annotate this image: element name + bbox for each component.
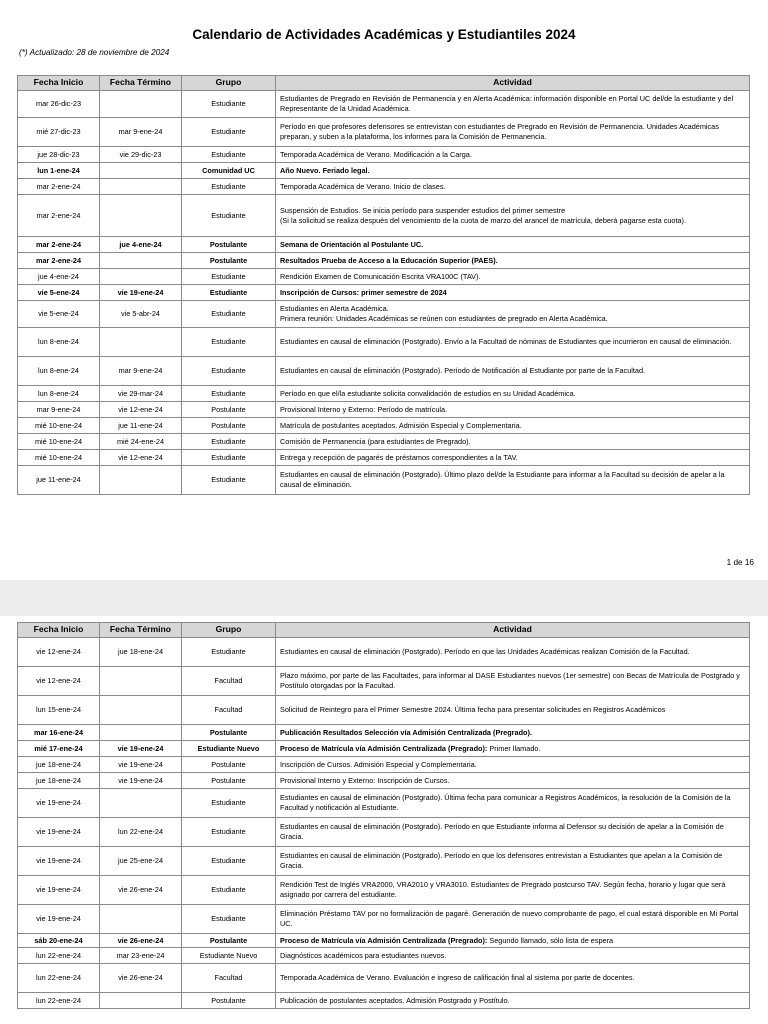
cell-fecha-termino: [100, 993, 182, 1009]
cell-fecha-termino: lun 22-ene-24: [100, 818, 182, 847]
header-fecha-termino: Fecha Término: [100, 623, 182, 638]
actividad-text: Estudiantes en causal de eliminación (Postgrado). Período en que Estudiante informa al Defensor su decisión de apelar a la Comisión de Gracia.: [280, 822, 724, 841]
cell-fecha-termino: mar 23-ene-24: [100, 948, 182, 964]
actividad-text: Solicitud de Reintegro para el Primer Semestre 2024. Última fecha para presentar solicitudes en Registros Académicos: [280, 705, 666, 715]
cell-fecha-termino: [100, 696, 182, 725]
actividad-text: Resultados Prueba de Acceso a la Educación Superior (PAES).: [280, 255, 498, 265]
cell-actividad: [276, 179, 750, 195]
cell-actividad: [276, 667, 750, 696]
cell-grupo: Postulante: [182, 237, 276, 253]
cell-grupo: Estudiante: [182, 905, 276, 934]
cell-fecha-inicio: jue 18-ene-24: [18, 773, 100, 789]
cell-actividad: [276, 357, 750, 386]
cell-fecha-termino: jue 11-ene-24: [100, 418, 182, 434]
cell-fecha-termino: vie 19-ene-24: [100, 773, 182, 789]
cell-fecha-termino: jue 25-ene-24: [100, 847, 182, 876]
cell-fecha-termino: vie 29-dic-23: [100, 147, 182, 163]
table-row: [18, 179, 750, 195]
cell-actividad: [276, 328, 750, 357]
cell-grupo: Estudiante: [182, 789, 276, 818]
table-row: [18, 237, 750, 253]
cell-fecha-inicio: jue 11-ene-24: [18, 466, 100, 495]
cell-actividad: [276, 195, 750, 237]
cell-actividad: [276, 934, 750, 948]
cell-actividad: [276, 757, 750, 773]
cell-grupo: Estudiante: [182, 179, 276, 195]
cell-grupo: Postulante: [182, 993, 276, 1009]
cell-fecha-termino: vie 12-ene-24: [100, 402, 182, 418]
actividad-text: Provisional Interno y Externo: Período de matrícula.: [280, 404, 448, 414]
cell-fecha-termino: [100, 195, 182, 237]
actividad-bold-text: Proceso de Matrícula vía Admisión Centralizada (Pregrado):: [280, 743, 488, 753]
cell-actividad: [276, 948, 750, 964]
cell-fecha-termino: [100, 91, 182, 118]
actividad-text: Matrícula de postulantes aceptados. Admisión Especial y Complementaria.: [280, 420, 522, 430]
cell-fecha-inicio: jue 4-ene-24: [18, 269, 100, 285]
actividad-text: Estudiantes en causal de eliminación (Postgrado). Envío a la Facultad de nóminas de Estudiantes que incurrieron en causal de eliminación.: [280, 337, 732, 347]
actividad-text: Primer llamado.: [487, 743, 541, 753]
cell-fecha-termino: [100, 163, 182, 179]
cell-fecha-termino: vie 19-ene-24: [100, 757, 182, 773]
cell-actividad: [276, 118, 750, 147]
cell-grupo: Estudiante Nuevo: [182, 741, 276, 757]
header-fecha-termino: Fecha Término: [100, 76, 182, 91]
table-row: [18, 964, 750, 993]
cell-grupo: Comunidad UC: [182, 163, 276, 179]
cell-fecha-termino: [100, 328, 182, 357]
calendar-table-page-2: [17, 622, 750, 1009]
cell-fecha-termino: vie 19-ene-24: [100, 285, 182, 301]
cell-actividad: [276, 91, 750, 118]
cell-grupo: Facultad: [182, 964, 276, 993]
cell-fecha-inicio: lun 8-ene-24: [18, 328, 100, 357]
cell-grupo: Estudiante: [182, 285, 276, 301]
cell-fecha-inicio: mié 27-dic-23: [18, 118, 100, 147]
cell-fecha-termino: mar 9-ene-24: [100, 357, 182, 386]
cell-actividad: [276, 285, 750, 301]
cell-grupo: Estudiante: [182, 386, 276, 402]
cell-fecha-inicio: vie 5-ene-24: [18, 285, 100, 301]
actividad-text: Suspensión de Estudios. Se inicia período para suspender estudios del primer semestre (Si la solicitud se realiza después del vencimiento de la cuota de marzo del arancel de matrícula, deberá pagarse esta cuota).: [280, 205, 687, 225]
actividad-text: Diagnósticos académicos para estudiantes nuevos.: [280, 950, 447, 960]
cell-grupo: Estudiante: [182, 328, 276, 357]
cell-actividad: [276, 696, 750, 725]
table-header-row: [18, 623, 750, 638]
header-fecha-inicio: Fecha Inicio: [18, 76, 100, 91]
actividad-text: Estudiantes en causal de eliminación (Postgrado). Período en que los defensores entrevistan a Estudiantes que apelan a la Comisión de Gracia.: [280, 851, 723, 870]
cell-actividad: [276, 450, 750, 466]
cell-grupo: Estudiante: [182, 269, 276, 285]
cell-fecha-inicio: vie 5-ene-24: [18, 301, 100, 328]
table-row: [18, 789, 750, 818]
cell-actividad: [276, 773, 750, 789]
cell-grupo: Estudiante: [182, 638, 276, 667]
cell-actividad: [276, 741, 750, 757]
table-row: [18, 667, 750, 696]
page-separator: [0, 580, 768, 616]
table-row: [18, 466, 750, 495]
actividad-text: Estudiantes de Pregrado en Revisión de Permanencia y en Alerta Académica: información disponible en Portal UC del/de la estudiante y del Representante de la Unidad Académica.: [280, 94, 734, 113]
cell-fecha-termino: vie 26-ene-24: [100, 964, 182, 993]
cell-fecha-termino: [100, 725, 182, 741]
cell-fecha-inicio: lun 15-ene-24: [18, 696, 100, 725]
table-row: [18, 253, 750, 269]
cell-actividad: [276, 466, 750, 495]
cell-actividad: [276, 905, 750, 934]
cell-grupo: Postulante: [182, 725, 276, 741]
cell-grupo: Postulante: [182, 757, 276, 773]
cell-grupo: Estudiante: [182, 818, 276, 847]
cell-fecha-inicio: vie 19-ene-24: [18, 818, 100, 847]
cell-grupo: Facultad: [182, 667, 276, 696]
table-row: [18, 757, 750, 773]
table-row: [18, 269, 750, 285]
table-row: [18, 418, 750, 434]
actividad-text: Temporada Académica de Verano. Evaluación e ingreso de calificación final al sistema por parte de docentes.: [280, 973, 635, 983]
cell-fecha-inicio: mar 2-ene-24: [18, 237, 100, 253]
cell-actividad: [276, 993, 750, 1009]
cell-fecha-termino: [100, 269, 182, 285]
cell-fecha-termino: vie 26-ene-24: [100, 934, 182, 948]
cell-fecha-inicio: mié 10-ene-24: [18, 434, 100, 450]
cell-actividad: [276, 964, 750, 993]
table-row: [18, 948, 750, 964]
table-row: [18, 195, 750, 237]
cell-fecha-inicio: vie 12-ene-24: [18, 667, 100, 696]
actividad-text: Publicación Resultados Selección vía Admisión Centralizada (Pregrado).: [280, 727, 532, 737]
cell-fecha-termino: vie 29-mar-24: [100, 386, 182, 402]
cell-fecha-inicio: mar 9-ene-24: [18, 402, 100, 418]
cell-actividad: [276, 402, 750, 418]
actividad-text: Segundo llamado, sólo lista de espera: [487, 935, 614, 945]
cell-fecha-termino: [100, 253, 182, 269]
cell-fecha-inicio: vie 19-ene-24: [18, 876, 100, 905]
table-row: [18, 773, 750, 789]
table-row: [18, 285, 750, 301]
table-row: [18, 357, 750, 386]
cell-fecha-inicio: vie 19-ene-24: [18, 905, 100, 934]
table-row: [18, 386, 750, 402]
cell-grupo: Estudiante: [182, 301, 276, 328]
cell-fecha-inicio: jue 18-ene-24: [18, 757, 100, 773]
cell-grupo: Estudiante: [182, 118, 276, 147]
actividad-text: Estudiantes en causal de eliminación (Postgrado). Período de Notificación al Estudiante por parte de la Facultad.: [280, 366, 646, 376]
cell-actividad: [276, 725, 750, 741]
cell-grupo: Postulante: [182, 934, 276, 948]
table-row: [18, 118, 750, 147]
cell-fecha-termino: mar 9-ene-24: [100, 118, 182, 147]
cell-fecha-inicio: mar 26-dic-23: [18, 91, 100, 118]
cell-fecha-inicio: mar 2-ene-24: [18, 179, 100, 195]
table-row: [18, 301, 750, 328]
cell-fecha-inicio: lun 22-ene-24: [18, 948, 100, 964]
table-row: [18, 638, 750, 667]
actividad-text: Inscripción de Cursos. Admisión Especial y Complementaria.: [280, 759, 477, 769]
cell-fecha-inicio: vie 19-ene-24: [18, 789, 100, 818]
cell-fecha-inicio: lun 1-ene-24: [18, 163, 100, 179]
table-row: [18, 993, 750, 1009]
cell-fecha-termino: jue 4-ene-24: [100, 237, 182, 253]
table-header-row: [18, 76, 750, 91]
cell-grupo: Estudiante: [182, 195, 276, 237]
calendar-table-page-1: [17, 75, 750, 495]
cell-fecha-inicio: lun 22-ene-24: [18, 964, 100, 993]
table-row: [18, 905, 750, 934]
update-note: (*) Actualizado: 28 de noviembre de 2024: [19, 48, 170, 57]
cell-actividad: [276, 269, 750, 285]
cell-grupo: Estudiante: [182, 147, 276, 163]
table-row: [18, 434, 750, 450]
table-row: [18, 818, 750, 847]
page-number: 1 de 16: [726, 558, 754, 567]
actividad-text: Inscripción de Cursos: primer semestre de 2024: [280, 287, 447, 297]
cell-fecha-termino: mié 24-ene-24: [100, 434, 182, 450]
cell-fecha-termino: vie 5-abr-24: [100, 301, 182, 328]
actividad-text: Estudiantes en causal de eliminación (Postgrado). Último plazo del/de la Estudiante para informar a la Facultad su decisión de apelar a la causal de eliminación.: [280, 470, 725, 489]
actividad-text: Estudiantes en Alerta Académica. Primera reunión: Unidades Académicas se reúnen con estudiantes de pregrado en Alerta Académica.: [280, 304, 608, 323]
cell-actividad: [276, 418, 750, 434]
actividad-text: Entrega y recepción de pagarés de préstamos correspondientes a la TAV.: [280, 452, 518, 462]
actividad-text: Temporada Académica de Verano. Inicio de clases.: [280, 181, 446, 191]
header-actividad: Actividad: [276, 623, 750, 638]
actividad-text: Rendición Test de Inglés VRA2000, VRA2010 y VRA3010. Estudiantes de Pregrado postcurso TAV. Según fecha, horario y lugar que será asignado por carrera del estudiante.: [280, 880, 726, 899]
actividad-text: Período en que el/la estudiante solicita convalidación de estudios en su Unidad Académica.: [280, 388, 576, 398]
cell-grupo: Postulante: [182, 418, 276, 434]
table-row: [18, 402, 750, 418]
cell-fecha-inicio: vie 19-ene-24: [18, 847, 100, 876]
cell-fecha-inicio: sáb 20-ene-24: [18, 934, 100, 948]
cell-actividad: [276, 847, 750, 876]
table-row: [18, 147, 750, 163]
table-row: [18, 725, 750, 741]
cell-fecha-termino: [100, 905, 182, 934]
cell-fecha-termino: vie 12-ene-24: [100, 450, 182, 466]
table-row: [18, 934, 750, 948]
actividad-text: Comisión de Permanencia (para estudiantes de Pregrado).: [280, 436, 471, 446]
cell-grupo: Estudiante: [182, 450, 276, 466]
cell-grupo: Postulante: [182, 253, 276, 269]
header-grupo: Grupo: [182, 76, 276, 91]
cell-actividad: [276, 818, 750, 847]
cell-actividad: [276, 638, 750, 667]
cell-grupo: Facultad: [182, 696, 276, 725]
actividad-text: Año Nuevo. Feriado legal.: [280, 165, 370, 175]
actividad-bold-text: Proceso de Matrícula vía Admisión Centralizada (Pregrado):: [280, 935, 488, 945]
cell-fecha-inicio: mar 2-ene-24: [18, 253, 100, 269]
table-row: [18, 847, 750, 876]
cell-grupo: Estudiante: [182, 91, 276, 118]
actividad-text: Eliminación Préstamo TAV por no formalización de pagaré. Generación de nuevo comprobante de pago, el cual estará disponible en Mi Portal UC.: [280, 909, 739, 928]
cell-grupo: Estudiante: [182, 357, 276, 386]
cell-fecha-inicio: jue 28-dic-23: [18, 147, 100, 163]
actividad-text: Estudiantes en causal de eliminación (Postgrado). Última fecha para comunicar a Registros Académicos, la resolución de la Comisión de la Facultad y notificación al Estudiante.: [280, 793, 731, 812]
actividad-text: Plazo máximo, por parte de las Facultades, para informar al DASE Estudiantes nuevos (1er semestre) con Becas de Matrícula de Postgrado y Postítulo otorgadas por la Facultad.: [280, 671, 740, 690]
cell-grupo: Postulante: [182, 773, 276, 789]
cell-grupo: Postulante: [182, 402, 276, 418]
actividad-text: Rendición Examen de Comunicación Escrita VRA100C (TAV).: [280, 271, 481, 281]
header-actividad: Actividad: [276, 76, 750, 91]
cell-grupo: Estudiante Nuevo: [182, 948, 276, 964]
header-grupo: Grupo: [182, 623, 276, 638]
cell-actividad: [276, 386, 750, 402]
cell-fecha-inicio: vie 12-ene-24: [18, 638, 100, 667]
table-row: [18, 91, 750, 118]
cell-actividad: [276, 237, 750, 253]
cell-grupo: Estudiante: [182, 466, 276, 495]
cell-actividad: [276, 147, 750, 163]
cell-actividad: [276, 253, 750, 269]
table-row: [18, 328, 750, 357]
cell-actividad: [276, 789, 750, 818]
cell-grupo: Estudiante: [182, 876, 276, 905]
table-row: [18, 741, 750, 757]
cell-fecha-termino: vie 26-ene-24: [100, 876, 182, 905]
table-row: [18, 696, 750, 725]
cell-actividad: [276, 163, 750, 179]
cell-fecha-termino: [100, 179, 182, 195]
cell-fecha-inicio: lun 8-ene-24: [18, 357, 100, 386]
cell-fecha-inicio: lun 22-ene-24: [18, 993, 100, 1009]
actividad-text: Publicación de postulantes aceptados. Admisión Postgrado y Postítulo.: [280, 995, 510, 1005]
cell-fecha-inicio: mié 10-ene-24: [18, 450, 100, 466]
cell-grupo: Estudiante: [182, 434, 276, 450]
cell-actividad: [276, 434, 750, 450]
cell-actividad: [276, 301, 750, 328]
actividad-text: Estudiantes en causal de eliminación (Postgrado). Período en que las Unidades Académicas realizan Comisión de la Facultad.: [280, 647, 690, 657]
cell-fecha-termino: jue 18-ene-24: [100, 638, 182, 667]
actividad-text: Período en que profesores defensores se entrevistan con estudiantes de Pregrado en Revisión de Permanencia. Unidades Académicas preparan, y suben a la plataforma, los informes para la Comisión de Permanencia.: [280, 122, 719, 141]
table-row: [18, 163, 750, 179]
table-row: [18, 450, 750, 466]
header-fecha-inicio: Fecha Inicio: [18, 623, 100, 638]
actividad-text: Semana de Orientación al Postulante UC.: [280, 239, 424, 249]
cell-fecha-termino: [100, 789, 182, 818]
table-row: [18, 876, 750, 905]
cell-fecha-inicio: mié 17-ene-24: [18, 741, 100, 757]
document-title: Calendario de Actividades Académicas y Estudiantiles 2024: [192, 27, 576, 42]
cell-fecha-inicio: lun 8-ene-24: [18, 386, 100, 402]
cell-fecha-inicio: mié 10-ene-24: [18, 418, 100, 434]
actividad-text: Temporada Académica de Verano. Modificación a la Carga.: [280, 149, 472, 159]
cell-actividad: [276, 876, 750, 905]
cell-fecha-termino: [100, 466, 182, 495]
cell-fecha-inicio: mar 2-ene-24: [18, 195, 100, 237]
cell-grupo: Estudiante: [182, 847, 276, 876]
cell-fecha-termino: [100, 667, 182, 696]
cell-fecha-termino: vie 19-ene-24: [100, 741, 182, 757]
cell-fecha-inicio: mar 16-ene-24: [18, 725, 100, 741]
actividad-text: Provisional Interno y Externo: Inscripción de Cursos.: [280, 775, 450, 785]
